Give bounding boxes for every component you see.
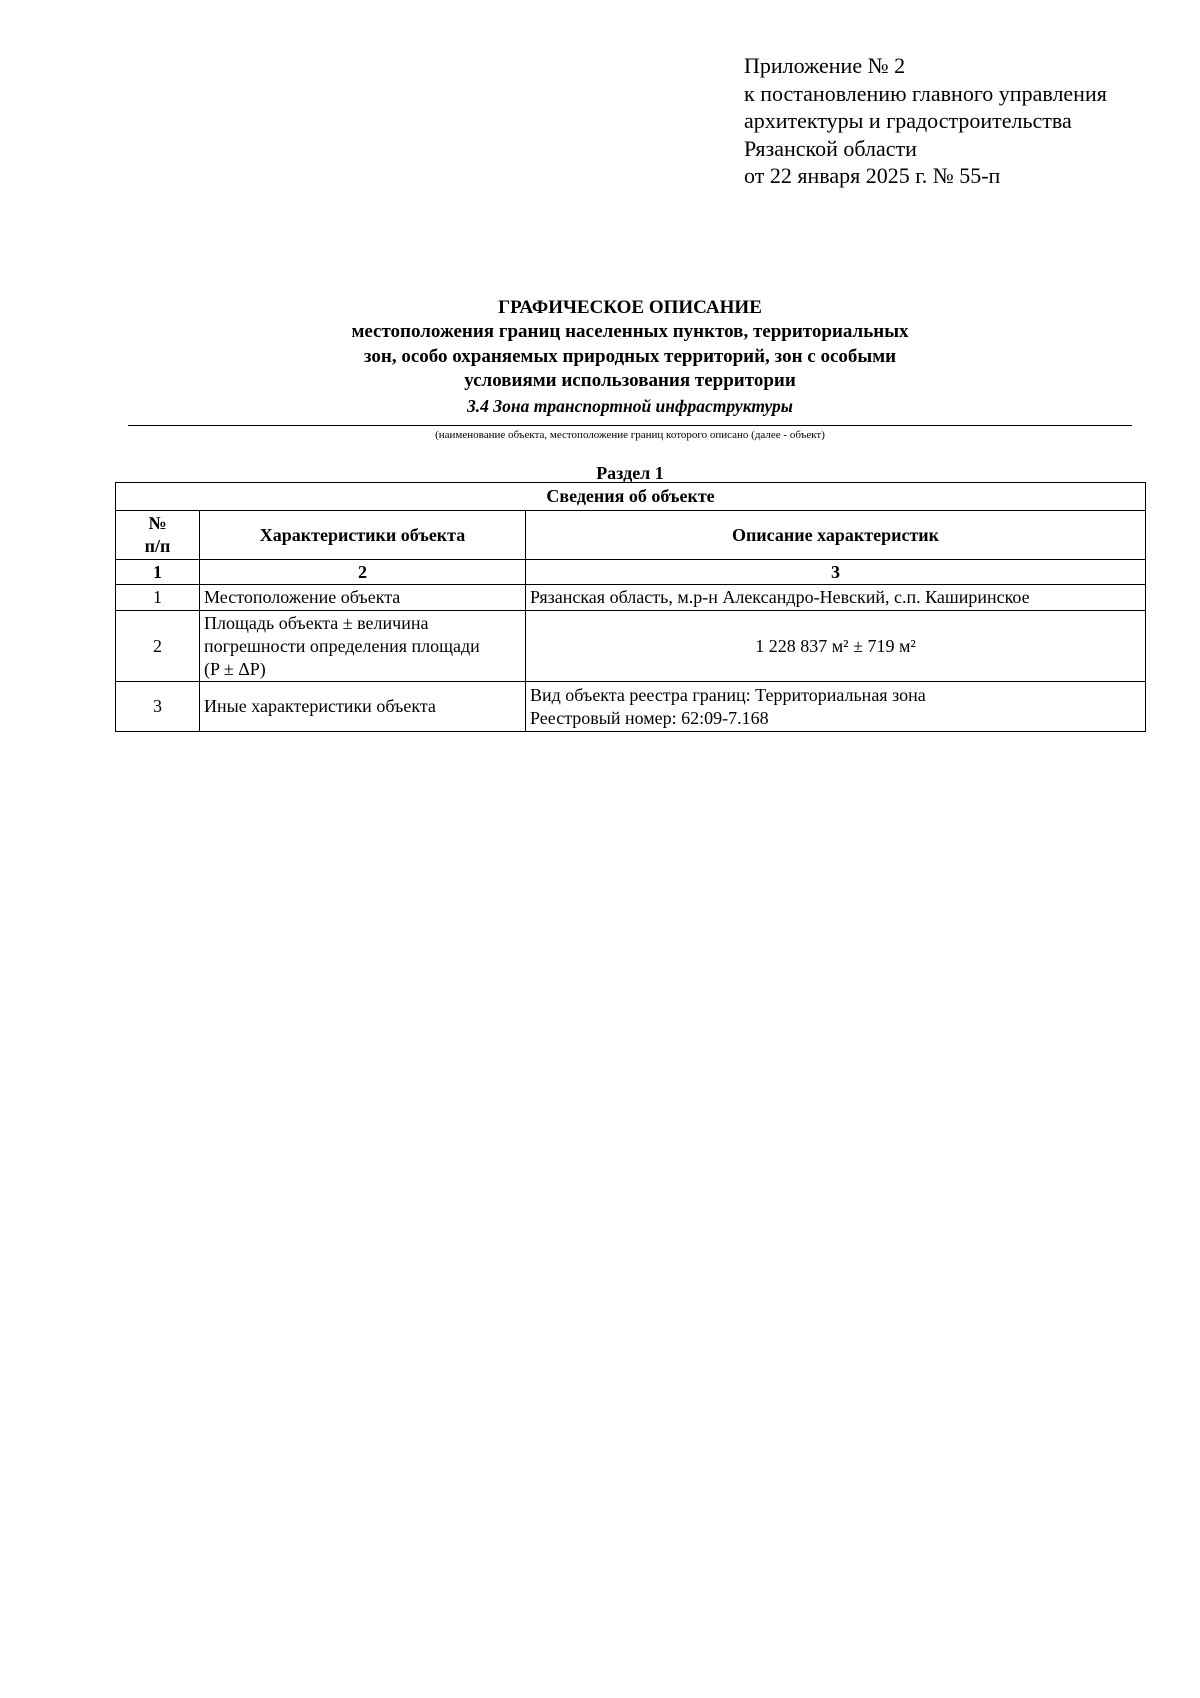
- table-index-row: [116, 560, 1146, 585]
- row-characteristic-line: Местоположение объекта: [204, 587, 401, 607]
- row-characteristic-line: Площадь объекта ± величина: [204, 612, 429, 633]
- row-description: [526, 682, 1146, 732]
- row-number: 3: [116, 682, 200, 732]
- appendix-line: от 22 января 2025 г. № 55-п: [744, 163, 1001, 188]
- appendix-line: к постановлению главного управления: [744, 80, 1107, 106]
- table-caption-row: [116, 483, 1146, 511]
- header-number-line: №: [148, 513, 167, 533]
- object-info-table: [115, 482, 1146, 732]
- header-characteristics: Характеристики объекта: [200, 511, 526, 560]
- appendix-line: Рязанской области: [744, 135, 917, 161]
- row-number: 1: [116, 585, 200, 611]
- row-characteristic-line: погрешности определения площади: [204, 635, 480, 656]
- object-name: 3.4 Зона транспортной инфраструктуры: [467, 395, 793, 416]
- document-subtitle-line: зон, особо охраняемых природных территорий, зон с особыми: [363, 345, 897, 367]
- row-characteristic-line: Иные характеристики объекта: [204, 696, 436, 716]
- row-description-line: Рязанская область, м.р-н Александро-Невский, с.п. Каширинское: [530, 587, 1030, 607]
- index-cell: 1: [116, 560, 200, 585]
- row-characteristic: [200, 611, 526, 682]
- object-name-caption: (наименование объекта, местоположение границ которого описано (далее - объект): [435, 429, 825, 441]
- document-subtitle-line: местоположения границ населенных пунктов, территориальных: [351, 321, 909, 342]
- appendix-header: [744, 52, 1107, 190]
- row-characteristic: [200, 682, 526, 732]
- table-header-row: [116, 511, 1146, 560]
- row-description: [526, 585, 1146, 611]
- index-cell: 3: [526, 560, 1146, 585]
- appendix-line: Приложение № 2: [744, 53, 906, 78]
- row-description: [526, 611, 1146, 682]
- row-characteristic-line: (P ± ΔP): [204, 658, 266, 679]
- table-caption: Сведения об объекте: [116, 483, 1146, 511]
- row-number: 2: [116, 611, 200, 682]
- row-description-line: 1 228 837 м² ± 719 м²: [755, 635, 916, 656]
- header-number-line: п/п: [144, 536, 171, 556]
- row-description-line: Вид объекта реестра границ: Территориальная зона: [530, 684, 926, 705]
- document-subtitle-line: условиями использования территории: [464, 370, 796, 391]
- section-title: Раздел 1: [596, 463, 664, 483]
- header-number: [116, 511, 200, 560]
- appendix-line: архитектуры и градостроительства: [744, 108, 1072, 133]
- table-row: [116, 585, 1146, 611]
- row-characteristic: [200, 585, 526, 611]
- object-name-underline: [128, 425, 1132, 426]
- document-title: ГРАФИЧЕСКОЕ ОПИСАНИЕ: [498, 297, 762, 318]
- table-row: [116, 682, 1146, 732]
- header-description: Описание характеристик: [526, 511, 1146, 560]
- index-cell: 2: [200, 560, 526, 585]
- row-description-line: Реестровый номер: 62:09-7.168: [530, 707, 769, 728]
- table-row: [116, 611, 1146, 682]
- document-title-block: [128, 295, 1132, 418]
